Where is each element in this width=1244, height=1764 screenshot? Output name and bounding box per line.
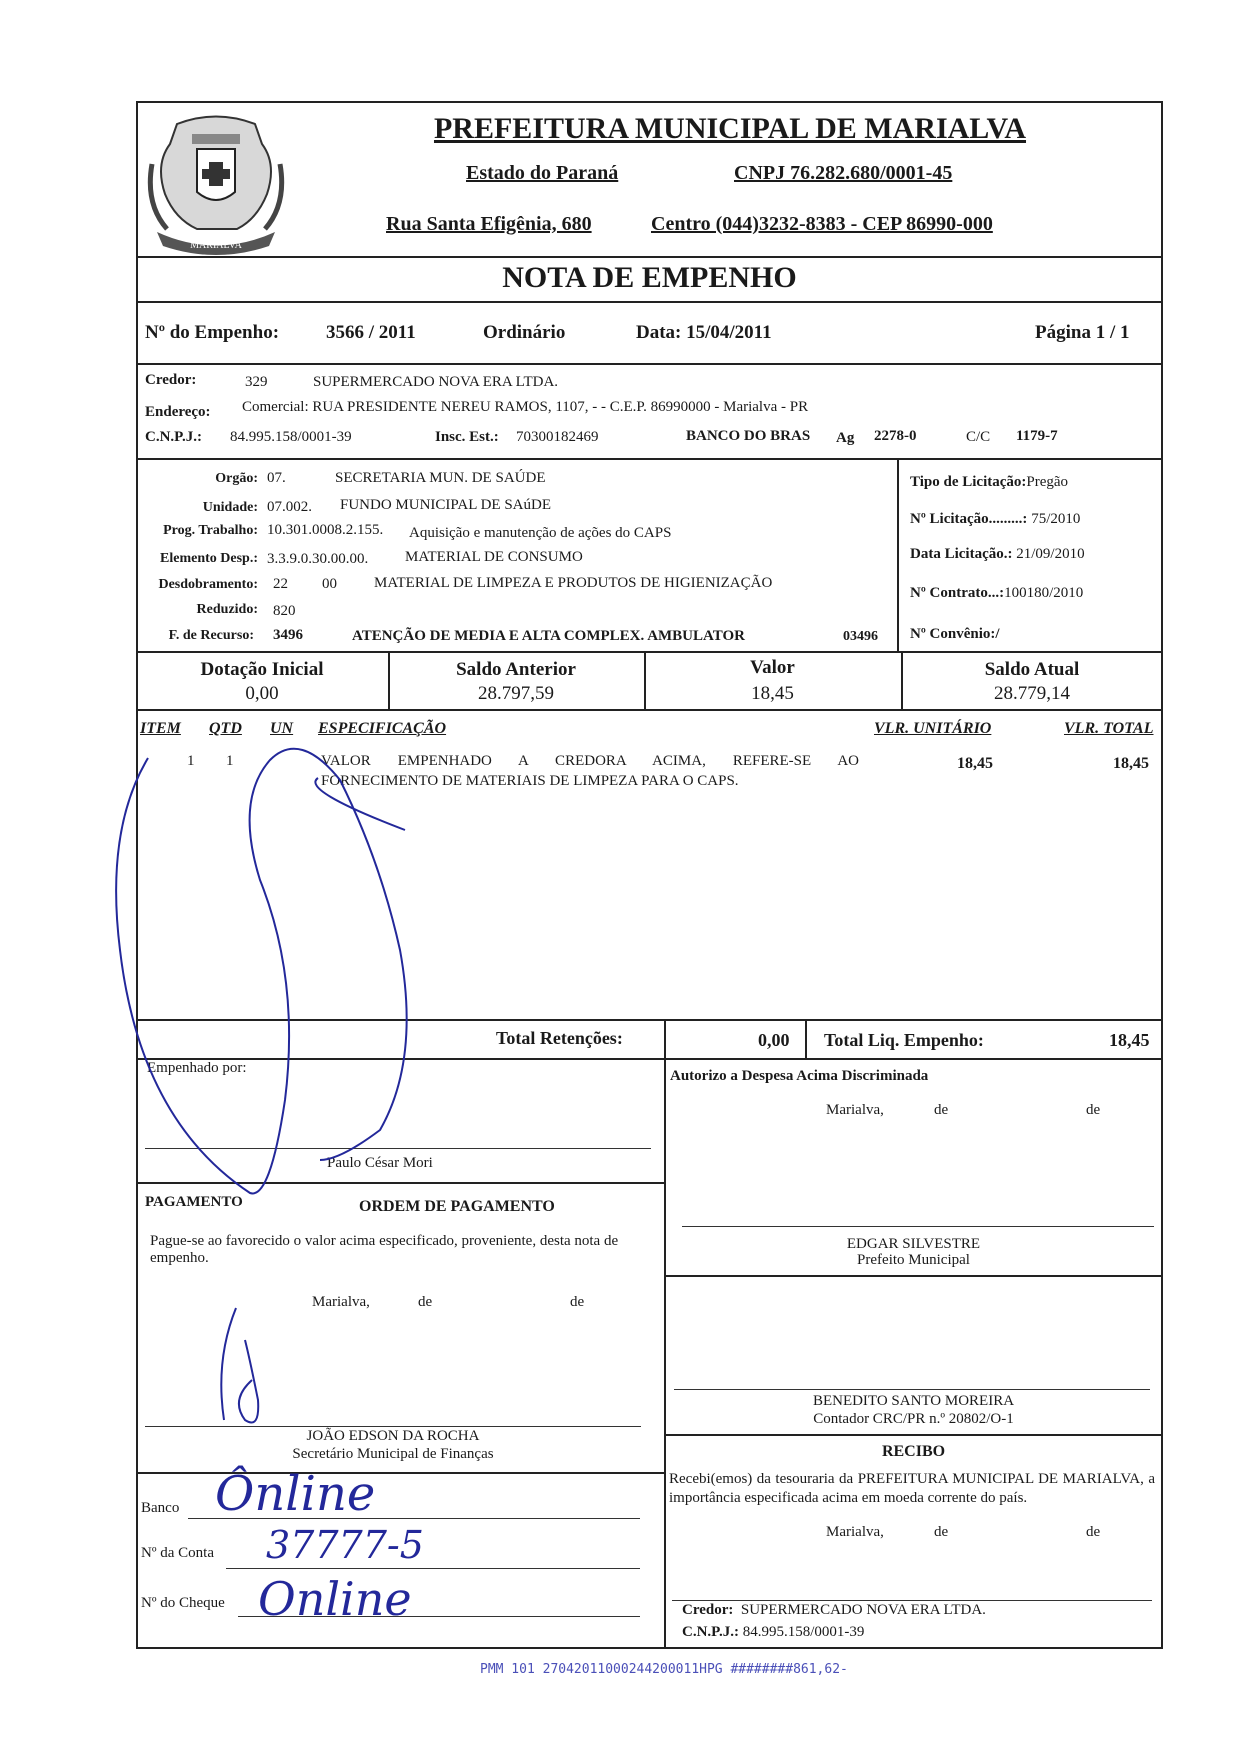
empenho-date: Data: 15/04/2011 (636, 322, 772, 343)
insc-label: Insc. Est.: (435, 429, 499, 445)
desdob-code-2: 00 (322, 576, 337, 592)
unidade-name: FUNDO MUNICIPAL DE SAúDE (340, 497, 551, 513)
autorizo-signer: EDGAR SILVESTRE (846, 1236, 981, 1252)
licitacao-type-label: Tipo de Licitação: (910, 474, 1027, 490)
contact-text: Centro (044)3232-8383 - CEP 86990-000 (651, 213, 993, 235)
footer-code: PMM 101 27042011000244200011HPG ########861,62- (480, 1662, 848, 1677)
item-unit-value: 18,45 (957, 755, 993, 772)
licitacao-number-label: Nº Licitação.........: (910, 511, 1028, 527)
banco-handwriting: Ônline (215, 1466, 376, 1522)
agency-value: 2278-0 (874, 428, 917, 444)
elemento-name: MATERIAL DE CONSUMO (405, 549, 583, 565)
desdob-label: Desdobramento: (158, 577, 258, 592)
col-unit-value: VLR. UNITÁRIO (874, 720, 992, 737)
signature-mark (221, 1308, 258, 1423)
col-total-value: VLR. TOTAL (1064, 720, 1154, 737)
contador-role: Contador CRC/PR n.º 20802/O-1 (813, 1411, 1014, 1427)
dotacao-label: Dotação Inicial (200, 659, 324, 680)
saldo-atual-value: 28.779,14 (994, 683, 1070, 704)
empenhado-label: Empenhado por: (147, 1060, 247, 1076)
orgao-label: Orgão: (215, 471, 258, 486)
orgao-code: 07. (267, 470, 286, 486)
valor-label: Valor (750, 657, 795, 678)
col-qtd: QTD (209, 720, 242, 737)
licitacao-date-value: 21/09/2010 (1016, 546, 1085, 562)
ordem-title: ORDEM DE PAGAMENTO (359, 1198, 555, 1215)
doc-title: NOTA DE EMPENHO (502, 261, 797, 294)
recibo-title: RECIBO (881, 1443, 946, 1460)
valor-value: 18,45 (751, 683, 794, 704)
recibo-de-1: de (934, 1524, 949, 1540)
autorizo-de-2: de (1086, 1102, 1101, 1118)
item-spec-line-1: VALOR EMPENHADO A CREDORA ACIMA, REFERE-SE AO (321, 753, 859, 769)
empenho-label: Nº do Empenho: (145, 322, 280, 343)
elemento-label: Elemento Desp.: (160, 551, 258, 566)
recurso-code: 3496 (273, 627, 303, 643)
licitacao-type-value: Pregão (1026, 474, 1069, 490)
convenio-label: Nº Convênio:/ (910, 626, 1000, 642)
desdob-name: MATERIAL DE LIMPEZA E PRODUTOS DE HIGIENIZAÇÃO (374, 575, 773, 591)
recurso-name: ATENÇÃO DE MEDIA E ALTA COMPLEX. AMBULATOR (352, 628, 745, 644)
pagamento-text: Pague-se ao favorecido o valor acima especificado, proveniente, desta nota de empenho. (150, 1233, 619, 1266)
pagamento-signer: JOÃO EDSON DA ROCHA (306, 1428, 480, 1444)
autorizo-title: Autorizo a Despesa Acima Discriminada (670, 1068, 929, 1084)
pagamento-de-1: de (418, 1294, 433, 1310)
page-number: Página 1 / 1 (1035, 322, 1130, 343)
contrato-label: Nº Contrato...: (910, 585, 1005, 601)
col-un: UN (270, 720, 294, 737)
account-label: C/C (966, 429, 991, 445)
retencoes-label: Total Retenções: (496, 1028, 623, 1048)
contrato-value: 100180/2010 (1004, 585, 1084, 601)
retencoes-value: 0,00 (758, 1030, 790, 1050)
recurso-code-2: 03496 (843, 629, 878, 644)
cheque-label: Nº do Cheque (141, 1595, 225, 1611)
creditor-address: Comercial: RUA PRESIDENTE NEREU RAMOS, 1107, - - C.E.P. 86990000 - Marialva - PR (242, 399, 809, 415)
pagamento-label: PAGAMENTO (145, 1194, 243, 1210)
recibo-city: Marialva, (826, 1524, 884, 1540)
address-text: Rua Santa Efigênia, 680 (386, 213, 592, 235)
col-spec: ESPECIFICAÇÃO (318, 720, 447, 737)
municipality-title: PREFEITURA MUNICIPAL DE MARIALVA (433, 112, 1027, 145)
contador-signer: BENEDITO SANTO MOREIRA (812, 1393, 1015, 1409)
saldo-anterior-value: 28.797,59 (478, 683, 554, 704)
creditor-name: SUPERMERCADO NOVA ERA LTDA. (313, 374, 559, 390)
reduzido-label: Reduzido: (196, 602, 258, 617)
recibo-de-2: de (1086, 1524, 1101, 1540)
empenho-type: Ordinário (483, 322, 566, 343)
unidade-label: Unidade: (202, 500, 258, 515)
recibo-text: Recebi(emos) da tesouraria da PREFEITURA MUNICIPAL DE MARIALVA, a importância especificada acima em moeda corrente do país. (669, 1471, 1155, 1506)
creditor-address-label: Endereço: (145, 404, 211, 420)
recibo-credor-name: SUPERMERCADO NOVA ERA LTDA. (740, 1602, 986, 1618)
elemento-code: 3.3.9.0.30.00.00. (267, 551, 369, 567)
conta-label: Nº da Conta (141, 1545, 214, 1561)
crest-text: MARIALVA (190, 240, 242, 251)
empenho-number: 3566 / 2011 (326, 322, 416, 343)
licitacao-date-label: Data Licitação.: (910, 546, 1013, 562)
creditor-code: 329 (245, 374, 268, 390)
recurso-label: F. de Recurso: (168, 628, 254, 643)
prog-name: Aquisição e manutenção de ações do CAPS (409, 525, 672, 541)
saldo-anterior-label: Saldo Anterior (456, 659, 576, 680)
pagamento-de-2: de (570, 1294, 585, 1310)
prog-label: Prog. Trabalho: (163, 523, 258, 538)
liq-label: Total Liq. Empenho: (824, 1030, 984, 1050)
agency-label: Ag (836, 430, 855, 446)
creditor-cnpj: 84.995.158/0001-39 (230, 429, 352, 445)
signature-loop (116, 749, 407, 1194)
insc-value: 70300182469 (516, 429, 599, 445)
item-total-value: 18,45 (1113, 755, 1149, 772)
pagamento-role: Secretário Municipal de Finanças (292, 1446, 494, 1462)
creditor-label: Credor: (145, 372, 197, 388)
bank-name: BANCO DO BRAS (686, 428, 811, 444)
pagamento-city: Marialva, (312, 1294, 370, 1310)
cheque-handwriting: Online (258, 1572, 412, 1626)
state-text: Estado do Paraná (466, 162, 619, 184)
autorizo-role: Prefeito Municipal (857, 1252, 970, 1268)
item-spec-line-2: FORNECIMENTO DE MATERIAIS DE LIMPEZA PARA O CAPS. (321, 773, 739, 789)
item-qtd: 1 (226, 753, 234, 769)
prog-code: 10.301.0008.2.155. (267, 522, 384, 538)
empenhado-signer: Paulo César Mori (327, 1155, 433, 1171)
autorizo-city: Marialva, (826, 1102, 884, 1118)
creditor-cnpj-label: C.N.P.J.: (145, 429, 202, 445)
recibo-credor-label: Credor: (682, 1602, 734, 1618)
recibo-cnpj-label: C.N.P.J.: (682, 1624, 739, 1640)
autorizo-de-1: de (934, 1102, 949, 1118)
unidade-code: 07.002. (267, 499, 312, 515)
saldo-atual-label: Saldo Atual (984, 659, 1080, 680)
item-number: 1 (187, 753, 195, 769)
desdob-code-1: 22 (273, 576, 288, 592)
licitacao-number-value: 75/2010 (1031, 511, 1081, 527)
dotacao-value: 0,00 (245, 683, 279, 704)
reduzido-value: 820 (273, 603, 296, 619)
cnpj-text: CNPJ 76.282.680/0001-45 (734, 162, 953, 184)
orgao-name: SECRETARIA MUN. DE SAÚDE (335, 470, 546, 486)
conta-handwriting: 37777-5 (266, 1523, 424, 1567)
account-value: 1179-7 (1016, 428, 1058, 444)
recibo-cnpj-value: 84.995.158/0001-39 (742, 1624, 865, 1640)
banco-label: Banco (141, 1500, 180, 1516)
col-item: ITEM (140, 720, 181, 737)
liq-value: 18,45 (1109, 1030, 1150, 1050)
